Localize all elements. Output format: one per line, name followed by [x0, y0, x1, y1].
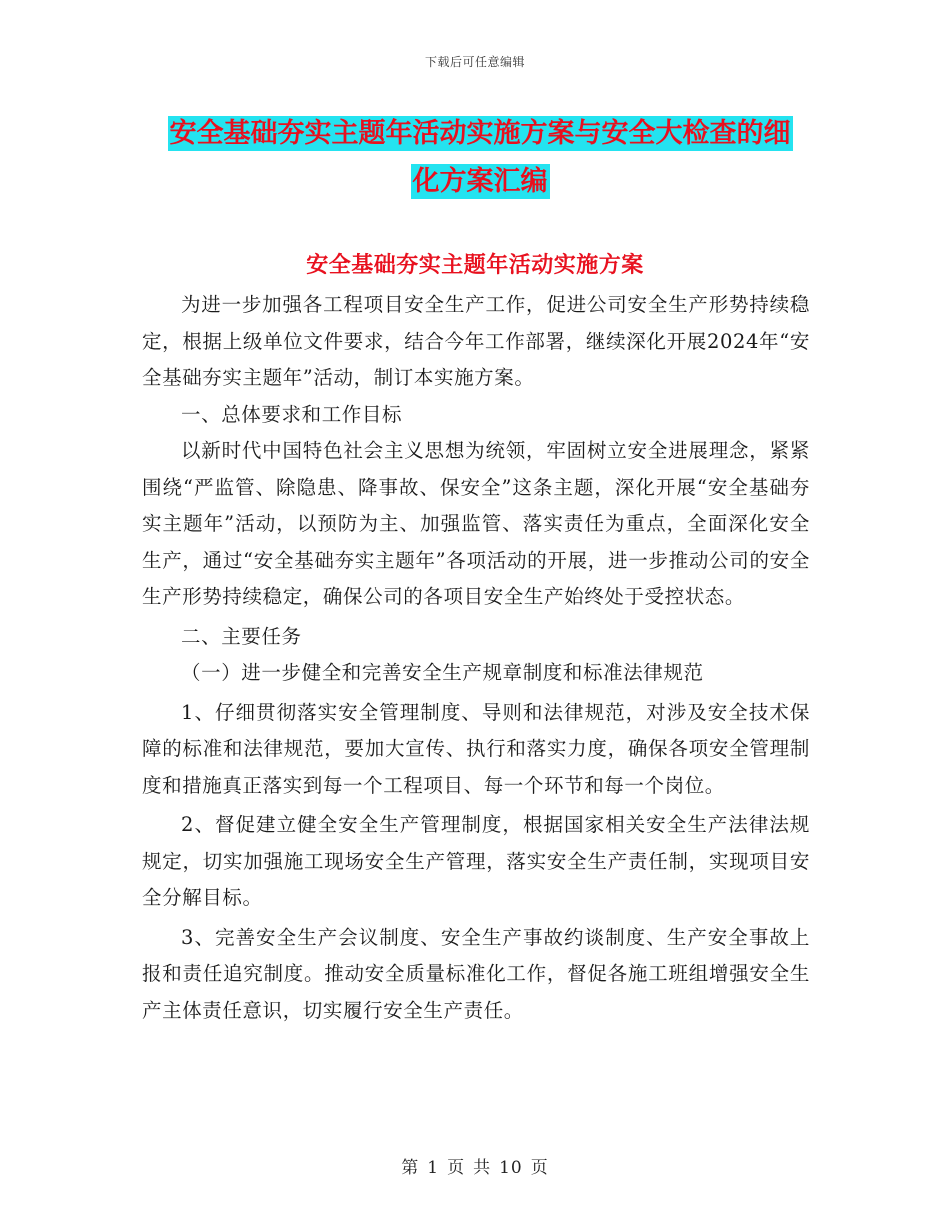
paragraph-item-2: 2、督促建立健全安全生产管理制度，根据国家相关安全生产法律法规规定，切实加强施工现场安全生产管理，落实安全生产责任制，实现项目安全分解目标。: [142, 813, 810, 909]
footer-total-word: 共: [473, 1158, 492, 1178]
footer-total-pages: 10: [499, 1158, 523, 1178]
footer-prefix: 第: [401, 1158, 420, 1178]
paragraph-general-requirements: 以新时代中国特色社会主义思想为统领，牢固树立安全进展理念，紧紧围绕“严监管、除隐患、降事故、保安全”这条主题，深化开展“安全基础夯实主题年”活动，以预防为主、加强监管、落实责任为重点，全面深化安全生产，通过“安全基础夯实主题年”各项活动的开展，进一步推动公司的安全生产形势持续稳定，确保公司的各项目安全生产始终处于受控状态。: [142, 439, 810, 608]
footer-page-word: 页: [447, 1158, 466, 1178]
main-title-line-2: 化方案汇编: [412, 166, 548, 197]
footer-current-page: 1: [427, 1158, 440, 1178]
paragraph-intro: 为进一步加强各工程项目安全生产工作，促进公司安全生产形势持续稳定，根据上级单位文件要求，结合今年工作部署，继续深化开展2024年“安全基础夯实主题年”活动，制订本实施方案。: [142, 293, 810, 389]
body-text: [142, 287, 810, 1029]
footer-suffix: 页: [530, 1158, 549, 1178]
main-title: [140, 110, 820, 206]
paragraph-item-3: 3、完善安全生产会议制度、安全生产事故约谈制度、生产安全事故上报和责任追究制度。推动安全质量标准化工作，督促各施工班组增强安全生产主体责任意识，切实履行安全生产责任。: [142, 925, 810, 1022]
section-title: 安全基础夯实主题年活动实施方案: [306, 253, 644, 278]
page-header-note: 下载后可任意编辑: [424, 55, 525, 69]
page-footer: [0, 1153, 950, 1178]
heading-general-requirements: 一、总体要求和工作目标: [181, 402, 403, 426]
heading-main-tasks: 二、主要任务: [181, 624, 302, 648]
subheading-task-1: （一）进一步健全和完善安全生产规章制度和标准法律规范: [181, 661, 704, 684]
main-title-line-1: 安全基础夯实主题年活动实施方案与安全大检查的细: [169, 118, 791, 149]
paragraph-item-1: 1、仔细贯彻落实安全管理制度、导则和法律规范，对涉及安全技术保障的标准和法律规范，要加大宣传、执行和落实力度，确保各项安全管理制度和措施真正落实到每一个工程项目、每一个环节和每一个岗位。: [142, 700, 810, 797]
